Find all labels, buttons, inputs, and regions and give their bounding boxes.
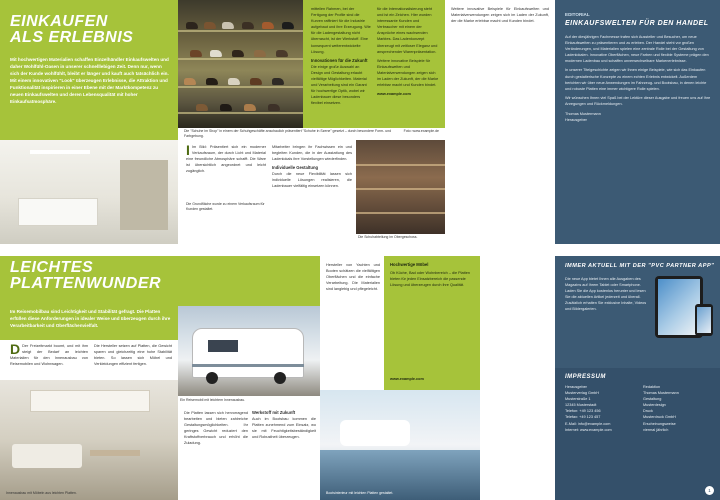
headline-einkaufen: [10, 14, 133, 46]
impressum-line: Erscheinungsweise: [643, 421, 676, 426]
tablet-screen: [658, 279, 700, 335]
subheading: Hochwertige Möbel: [390, 262, 429, 267]
drop-cap: D: [10, 341, 21, 357]
paragraph: Auf der diesjährigen Fachmesse trafen sich Aussteller und Besucher, um neue Einkaufswelten zu präsentieren und zu erleben. Der Handel steht vor großen Veränderungen, und Materialien spielen eine zentrale Rolle bei der Gestaltung von Ladenlokalen. Innovative Oberflächen, neue Farben und flexible Systeme prägen den modernen Ladenbau und schaffen unverwechselbare Markenerlebnisse.: [565, 35, 709, 64]
shoe-item: [220, 104, 232, 111]
paragraph: Ob Küche, Bad oder Wohnbereich – die Platten bieten für jeden Einsatzbereich die passende Lösung und überzeugen durch ihre Qualität.: [390, 271, 470, 288]
impressum-line: viermal jährlich: [643, 427, 669, 432]
interior-caption: Innenausbau mit Möbeln aus leichten Platten.: [6, 490, 77, 495]
table: [90, 450, 140, 456]
headline-plattenwunder: [10, 260, 161, 292]
shoe-item: [282, 22, 294, 29]
shelf: [178, 112, 303, 114]
story-plattenwunder-column: [320, 256, 384, 390]
text-column-1: [311, 6, 371, 106]
shoe-item: [222, 22, 234, 29]
paragraph: Wir wünschen Ihnen viel Spaß bei der Lektüre dieser Ausgabe und freuen uns auf Ihre Anregungen und Rückmeldungen.: [565, 95, 711, 106]
impressum-line: Telefax: +49 123 457: [565, 415, 601, 420]
cabinet: [30, 390, 150, 412]
wheel: [274, 372, 286, 384]
photo-caption-bar: [178, 128, 445, 140]
impressum-line: 12345 Musterstadt: [565, 403, 597, 408]
paragraph: Weitere innovative Beispiele für Einkaufswelten und Materialverwendungen zeigen sich im Laden der Zukunft, der die Marke erlebbar macht und Kunden bindet.: [451, 7, 549, 24]
shoe-item: [228, 78, 240, 85]
motorhome-stripe: [192, 364, 304, 367]
shoe-item: [262, 22, 274, 29]
motorhome-interior-photo: [0, 380, 178, 500]
shelf: [356, 188, 445, 190]
shoe-item: [204, 22, 216, 29]
signature: Thomas Mustermann: [565, 112, 601, 117]
impressum-line: Druck: [643, 409, 653, 414]
editorial-kicker: EDITORIAL: [565, 12, 590, 17]
motorhome-photo: [178, 306, 320, 396]
boat-caption: Bootsinterieur mit leichten Platten gestaltet.: [326, 490, 394, 495]
photo-credit: Foto: www.example.de: [403, 129, 439, 133]
impressum-line: Thomas Mustermann: [643, 391, 679, 396]
text-column-2: [377, 6, 439, 97]
lead-paragraph: Im Reisemobilbau sind Leichtigkeit und Stabilität gefragt. Die Platten erfüllen diese Anforderungen in idealer Weise und überzeugen durch ihre Verarbeitbarkeit und Oberflächenvielfalt.: [10, 309, 171, 328]
impressum-left-column: [565, 384, 637, 433]
editorial-body: [565, 34, 713, 123]
impressum-line: Musterverlag GmbH: [565, 391, 599, 396]
paragraph: Weitere innovative Beispiele für Einkaufswelten und Materialverwendungen zeigen sich im Laden der Zukunft, der die Marke erlebbar macht und Kunden bindet.: [377, 58, 439, 88]
shoe-item: [186, 22, 198, 29]
paragraph: für die Internationalisierung steht und ist ein Zeichen. Hier wurden interessante Kunden und Verbraucher mit einem der Ansprüche eines wachsenden Marktes. Das Ladenkonzept überzeugt mit zeitloser Eleganz und ansprechender Warenpräsentation.: [377, 7, 438, 54]
shoe-item: [184, 78, 196, 85]
shoe-item: [206, 78, 218, 85]
paragraph: Die einige große Auswahl an Design und Gestaltung erlaubt vielfältige Möglichkeiten. Material und Verarbeitung sind ein Garant für hochwertige Optik, wobei wir Ladenbauer diese besonders flexibel einsetzen.: [311, 64, 367, 106]
paragraph: In unserer Titelgeschichte zeigen wir Ihnen einige Beispiele, wie sich das Einkaufen durch gestalterische Konzepte zu einem echten Erlebnis entwickelt. Außerdem berichten wir über neue Anwendungen im Fahrzeug- und Bootsbau, in denen leichte und robuste Platten eine immer wichtigere Rolle spielen.: [565, 68, 707, 91]
impressum-line: Musterstraße 1: [565, 397, 591, 402]
headline-line-2: PLATTENWUNDER: [10, 275, 162, 292]
shelf: [356, 164, 445, 166]
shoe-item: [196, 104, 208, 111]
shelf: [178, 30, 303, 32]
impressum-line: Telefon: +49 123 456: [565, 409, 601, 414]
text-column-1: [186, 144, 266, 174]
headline-line-2: ALS ERLEBNIS: [10, 29, 134, 46]
counter: [18, 198, 98, 226]
editorial-panel: [555, 0, 720, 244]
shoe-item: [268, 104, 280, 111]
motorhome-window: [208, 340, 238, 352]
shoe-item: [250, 78, 262, 85]
impressum-panel: [555, 368, 720, 500]
wheel: [206, 372, 218, 384]
impressum-line: Gestaltung: [643, 397, 662, 402]
paragraph: Im Bild: Präsentiert sich ein moderner Verkaufsraum, der durch Licht und Material eine freundliche Atmosphäre schafft. Die Ware ist übersichtlich angeordnet und leicht zugänglich.: [186, 145, 266, 174]
caption-right: Die Schuhabteilung im Obergeschoss.: [358, 235, 418, 239]
signature-role: Herausgeber: [565, 118, 587, 123]
story-plattenwunder-sidebar: [384, 256, 480, 390]
paragraph: Mitarbeiter bringen ihr Fachwissen ein und begleiten Kunden, die in der Ausstattung des Ladenlokals ihre Vorstellungen wiederfinden.: [272, 145, 352, 162]
story-plattenwunder-middle: [178, 408, 320, 500]
display-shelf: [120, 160, 168, 230]
shoe-item: [190, 50, 202, 57]
ceiling-light: [30, 150, 90, 154]
shoe-item: [242, 22, 254, 29]
story-plattenwunder-body: [0, 340, 178, 380]
shoe-item: [210, 50, 222, 57]
app-promo-panel: [555, 256, 720, 368]
headline-line-1: EINKAUFEN: [10, 13, 108, 30]
subheading: Individuelle Gestaltung: [272, 165, 319, 171]
motorhome-body: [192, 328, 304, 378]
shelf: [178, 86, 303, 88]
impressum-line: Herausgeber: [565, 385, 587, 389]
text-column-2: [94, 343, 172, 367]
website-link[interactable]: www.example.com: [377, 92, 411, 97]
shelf: [356, 212, 445, 214]
gutter: [445, 0, 555, 244]
boat-seat: [340, 420, 410, 446]
shelf: [178, 58, 303, 60]
shoe-item: [244, 104, 256, 111]
impressum-right-column: [643, 384, 713, 433]
paragraph: Durch die neue Flexibilität lassen sich individuelle Lösungen realisieren, die Ladenbauer vielfältig einsetzen können.: [272, 172, 352, 189]
impressum-line: Internet: www.example.com: [565, 427, 612, 432]
smartphone-icon: [695, 304, 713, 336]
paragraph: Auch im Bootsbau kommen die Platten zunehmend zum Einsatz, wo sie mit Feuchtigkeitsbeständigkeit und Robustheit überzeugen.: [252, 417, 316, 440]
shoe-wall-photo: [178, 0, 303, 128]
shoe-item: [272, 78, 284, 85]
text-column-2: [252, 410, 316, 440]
paragraph: Die Platten lassen sich hervorragend bearbeiten und bieten zahlreiche Gestaltungsmöglichkeiten. Ihr geringes Gewicht reduziert den Kraftstoffverbrauch und erhöht die Zuladung.: [184, 411, 248, 446]
subheading: Innovationen für die Zukunft: [311, 57, 368, 63]
boat-interior-photo: [320, 390, 480, 500]
shoe-item: [254, 50, 266, 57]
text-column-2: [272, 144, 352, 190]
text-column-1: [184, 410, 248, 447]
paragraph: Hersteller von Yachten und Booten schätzen die vielfältigen Oberflächen und die einfache Verarbeitung. Die Materialien sind langlebig und pflegeleicht.: [326, 263, 380, 292]
paragraph: Die Hersteller setzen auf Platten, die Gewicht sparen und gleichzeitig eine hohe Stabilität bieten. So lassen sich Möbel und Verkleidungen effizient fertigen.: [94, 344, 172, 367]
impressum-line: Musterdesign: [643, 403, 666, 408]
drop-cap: I: [186, 142, 190, 158]
shoe-item: [276, 50, 288, 57]
impressum-line: Musterdruck GmbH: [643, 415, 676, 420]
impressum-title: IMPRESSUM: [565, 374, 606, 380]
seat-bench: [12, 444, 82, 468]
text-column-1: [10, 343, 88, 367]
paragraph: mitteilen Rahmen, bei der Fertigung der Profile sind die Kurven raffiniert für die Industrie aufgebaut und ihre Erzeugung. Wie für die Ladengestaltung nicht überrascht, ist der Werkstoff. Eine konsequent weiterentwickelte Lösung.: [311, 7, 371, 54]
impressum-line: E-Mail: info@example.com: [565, 421, 611, 426]
shoe-department-photo: [356, 140, 445, 234]
subheading: Werkstoff mit Zukunft: [252, 410, 296, 415]
photo-caption: Die "Schuhe im Shop" in einem der Schuhgeschäfte anschaulich präsentiert "Schuhe in Szene" gesetzt – durch besondere Form- und Farbgebung.: [184, 129, 392, 139]
phone-screen: [697, 307, 711, 333]
lead-bar: [0, 306, 178, 340]
van-caption: Ein Reisemobil mit leichtem Innenausbau.: [180, 398, 246, 402]
lead-paragraph: Mit hochwertigen Materialien schaffen Einzelhändler Einkaufswelten und daher Wohlfühl-Oasen in unserer schnelllebigen Zeit. Denn nur, wenn sich der Kunde wohlfühlt, bleibt er länger und kauft auch tatsächlich ein. Mit einem innovativen "Look" überzeugen Erlebnisse, die Attraktion und Funktionalität inspirieren in einer Ebene mit der Marktkompetenz zu neuen Einkaufswelten und deren Lebensqualität mit hoher Einkaufsatmosphäre.: [10, 57, 169, 104]
impressum-line: Redaktion: [643, 385, 661, 389]
shoe-item: [232, 50, 244, 57]
store-interior-photo: [0, 140, 178, 244]
editorial-title: EINKAUFSWELTEN FÜR DEN HANDEL: [565, 20, 709, 27]
story-einkaufen-middle: [178, 140, 356, 244]
headline-line-1: LEICHTES: [10, 259, 94, 276]
story-einkaufen-continued: [303, 0, 445, 128]
paragraph: Der Freizeitmarkt boomt, und mit ihm steigt der Bedarf an leichten Materialien für den Innenausbau von Reisemobilen und Wohnwagen.: [10, 344, 88, 367]
app-promo-body: Die neue App bietet Ihnen alle Ausgaben des Magazins auf Ihrem Tablet oder Smartphone. Laden Sie die App kostenlos herunter und lesen Sie die aktuellen Artikel jederzeit und überall. Zusätzlich erhalten Sie exklusive Inhalte, Videos und Bildergalerien.: [565, 277, 647, 312]
story-plattenwunder-intro: [0, 256, 320, 306]
website-link[interactable]: www.example.com: [390, 377, 424, 381]
caption-left: Die Grundfläche wurde zu einem Verkaufsraum für Kunden gestaltet.: [186, 202, 265, 212]
gutter: [480, 256, 555, 500]
app-promo-title: IMMER AKTUELL MIT DER "PVC PARTNER APP": [565, 263, 715, 269]
page-number-badge: 1: [705, 486, 714, 495]
